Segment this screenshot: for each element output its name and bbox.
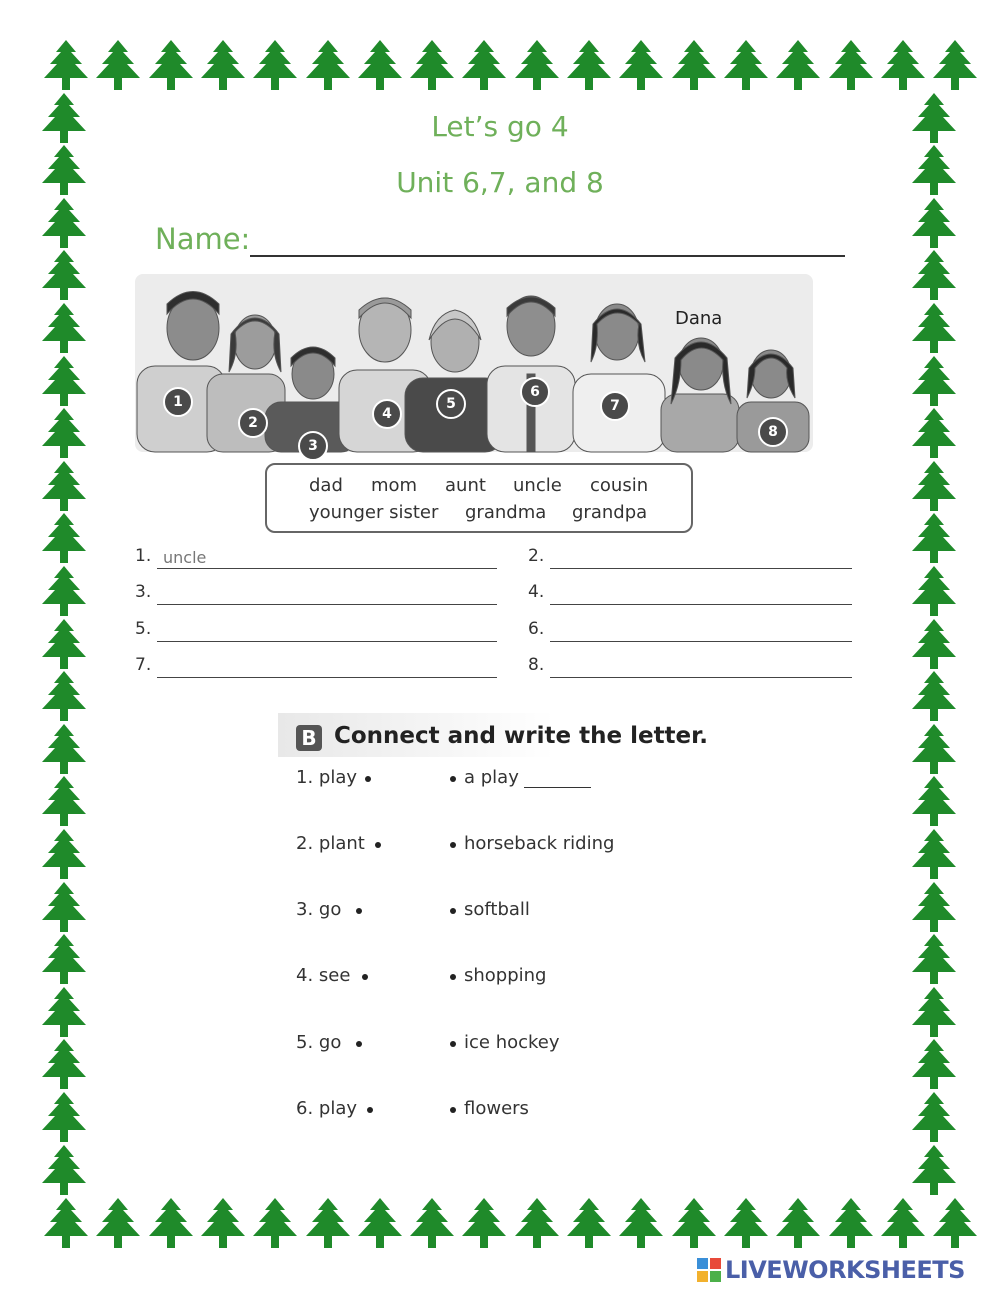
tree-icon (38, 301, 90, 357)
tree-icon (908, 880, 960, 936)
connect-right-2: horseback riding (464, 833, 615, 854)
tree-icon (249, 38, 301, 94)
tree-icon (38, 564, 90, 620)
tree-icon (615, 38, 667, 94)
tree-icon (92, 38, 144, 94)
tree-icon (908, 511, 960, 567)
tree-icon (406, 38, 458, 94)
tree-icon (458, 1196, 510, 1252)
family-picture (135, 274, 813, 452)
connect-dot-right-4[interactable] (450, 974, 456, 980)
person-number-7: 7 (600, 391, 630, 421)
tree-icon (302, 1196, 354, 1252)
tree-icon (908, 1090, 960, 1146)
tree-icon (908, 248, 960, 304)
answer-value: uncle (163, 548, 207, 567)
connect-dot-left-6[interactable] (367, 1107, 373, 1113)
connect-dot-left-2[interactable] (375, 842, 381, 848)
tree-icon (38, 722, 90, 778)
tree-icon (772, 38, 824, 94)
connect-right-6: flowers (464, 1098, 529, 1119)
tree-icon (908, 669, 960, 725)
tree-icon (354, 38, 406, 94)
tree-icon (38, 1143, 90, 1199)
connect-dot-left-1[interactable] (365, 776, 371, 782)
section-b-title: Connect and write the letter. (334, 723, 708, 749)
tree-icon (38, 354, 90, 410)
connect-right-5: ice hockey (464, 1032, 560, 1053)
connect-left-2: 2. plant (296, 833, 365, 854)
answer-field-8[interactable]: 8. (528, 655, 852, 681)
tree-icon (720, 1196, 772, 1252)
section-b-badge: B (296, 725, 322, 751)
word-option: grandma (465, 502, 547, 523)
name-input-line[interactable] (250, 255, 845, 257)
tree-icon (908, 985, 960, 1041)
tree-icon (197, 38, 249, 94)
connect-right-3: softball (464, 899, 530, 920)
word-option: mom (371, 475, 418, 496)
word-option: uncle (513, 475, 562, 496)
tree-icon (825, 38, 877, 94)
connect-left-5: 5. go (296, 1032, 342, 1053)
tree-icon (668, 1196, 720, 1252)
word-box (265, 463, 693, 533)
tree-icon (825, 1196, 877, 1252)
tree-icon (38, 248, 90, 304)
tree-icon (38, 617, 90, 673)
tree-icon (38, 511, 90, 567)
tree-icon (772, 1196, 824, 1252)
answer-field-3[interactable]: 3. (135, 582, 497, 608)
connect-dot-right-3[interactable] (450, 908, 456, 914)
letter-blank[interactable] (524, 787, 591, 788)
word-option: grandpa (572, 502, 648, 523)
connect-dot-right-1[interactable] (450, 776, 456, 782)
person-number-2: 2 (238, 408, 268, 438)
worksheet-title: Let’s go 4 (431, 110, 569, 143)
tree-icon (668, 38, 720, 94)
connect-dot-right-5[interactable] (450, 1041, 456, 1047)
person-number-8: 8 (758, 417, 788, 447)
tree-icon (354, 1196, 406, 1252)
tree-icon (929, 1196, 981, 1252)
tree-icon (38, 669, 90, 725)
watermark-text: LIVEWORKSHEETS (725, 1256, 965, 1284)
tree-icon (563, 1196, 615, 1252)
tree-icon (249, 1196, 301, 1252)
tree-icon (563, 38, 615, 94)
connect-left-3: 3. go (296, 899, 342, 920)
connect-dot-left-5[interactable] (356, 1041, 362, 1047)
answer-field-6[interactable]: 6. (528, 619, 852, 645)
tree-icon (511, 38, 563, 94)
tree-icon (92, 1196, 144, 1252)
connect-dot-left-3[interactable] (356, 908, 362, 914)
word-option: younger sister (309, 502, 439, 523)
tree-icon (908, 932, 960, 988)
tree-icon (406, 1196, 458, 1252)
tree-icon (877, 38, 929, 94)
tree-icon (38, 1090, 90, 1146)
answer-field-4[interactable]: 4. (528, 582, 852, 608)
answer-field-2[interactable]: 2. (528, 546, 852, 572)
connect-left-6: 6. play (296, 1098, 358, 1119)
word-option: aunt (445, 475, 486, 496)
tree-icon (38, 932, 90, 988)
tree-icon (38, 774, 90, 830)
word-option: cousin (590, 475, 649, 496)
tree-icon (38, 196, 90, 252)
person-number-3: 3 (298, 431, 328, 461)
person-number-4: 4 (372, 399, 402, 429)
dana-label: Dana (675, 308, 723, 329)
connect-dot-left-4[interactable] (362, 974, 368, 980)
tree-icon (908, 1143, 960, 1199)
person-number-1: 1 (163, 387, 193, 417)
liveworksheets-logo-icon (697, 1258, 721, 1282)
section-b-header (278, 713, 738, 757)
connect-right-4: shopping (464, 965, 547, 986)
word-option: dad (309, 475, 343, 496)
tree-icon (458, 38, 510, 94)
tree-icon (38, 459, 90, 515)
tree-icon (197, 1196, 249, 1252)
tree-icon (877, 1196, 929, 1252)
name-label: Name: (155, 222, 251, 256)
answer-field-1[interactable]: 1. uncle (135, 546, 497, 572)
tree-icon (908, 354, 960, 410)
tree-icon (302, 38, 354, 94)
tree-icon (908, 722, 960, 778)
tree-icon (929, 38, 981, 94)
tree-icon (908, 564, 960, 620)
tree-icon (38, 1037, 90, 1093)
answer-field-5[interactable]: 5. (135, 619, 497, 645)
connect-left-1: 1. play (296, 767, 358, 788)
tree-icon (720, 38, 772, 94)
tree-icon (40, 38, 92, 94)
tree-icon (511, 1196, 563, 1252)
tree-icon (908, 774, 960, 830)
tree-icon (908, 301, 960, 357)
tree-icon (38, 406, 90, 462)
connect-right-1: a play (464, 767, 519, 788)
tree-icon (615, 1196, 667, 1252)
tree-icon (908, 617, 960, 673)
tree-icon (38, 985, 90, 1041)
person-number-5: 5 (436, 389, 466, 419)
connect-left-4: 4. see (296, 965, 351, 986)
tree-icon (40, 1196, 92, 1252)
tree-icon (145, 38, 197, 94)
tree-icon (908, 406, 960, 462)
worksheet-subtitle: Unit 6,7, and 8 (396, 166, 604, 199)
tree-icon (38, 880, 90, 936)
tree-icon (908, 459, 960, 515)
tree-icon (145, 1196, 197, 1252)
person-number-6: 6 (520, 377, 550, 407)
tree-icon (908, 827, 960, 883)
tree-icon (38, 827, 90, 883)
tree-icon (908, 1037, 960, 1093)
name-row (155, 222, 845, 262)
family-illustration (135, 274, 813, 474)
tree-icon (908, 196, 960, 252)
connect-dot-right-6[interactable] (450, 1107, 456, 1113)
connect-dot-right-2[interactable] (450, 842, 456, 848)
answer-field-7[interactable]: 7. (135, 655, 497, 681)
